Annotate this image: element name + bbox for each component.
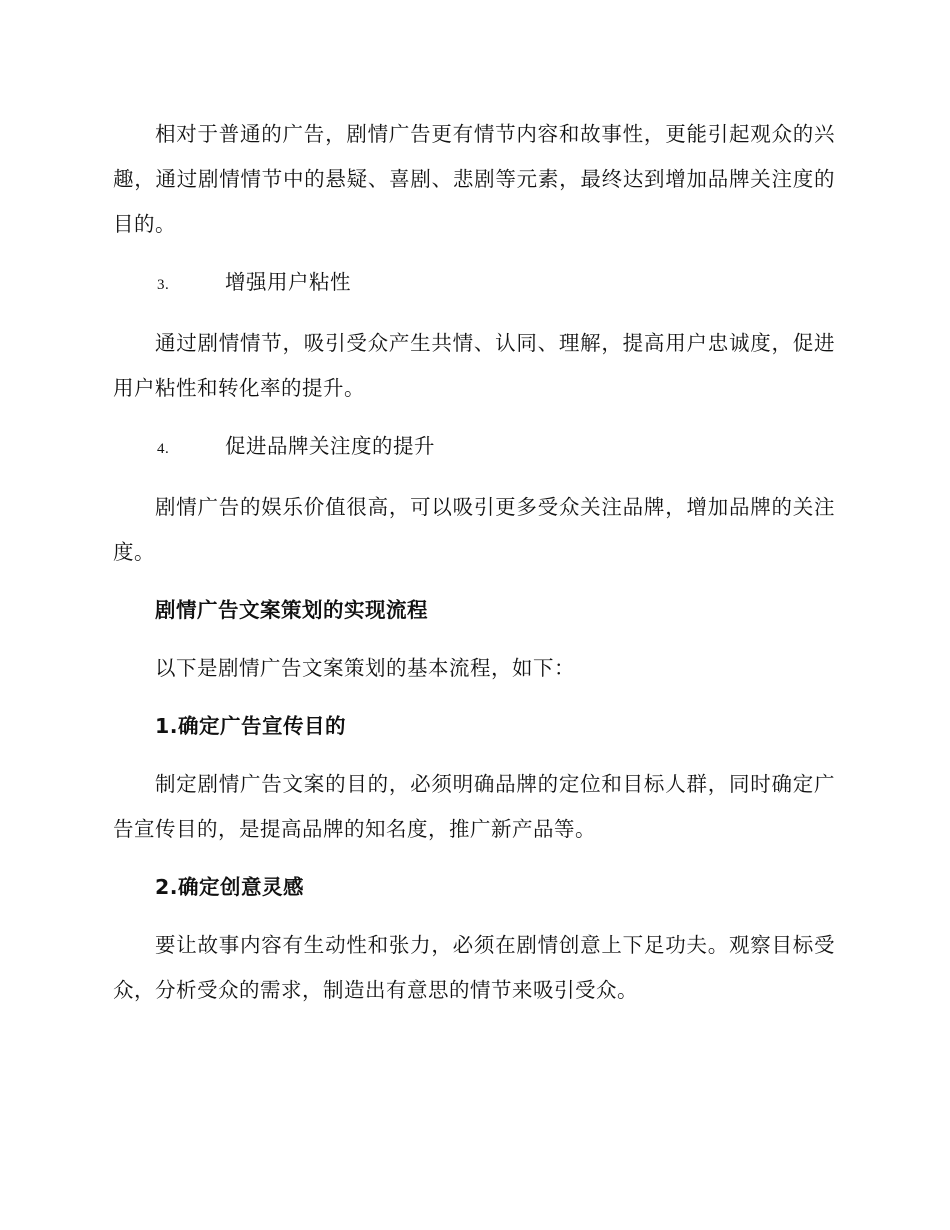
- document-body: [113, 112, 835, 1013]
- list-number: 4.: [157, 441, 170, 457]
- paragraph: 通过剧情情节，吸引受众产生共情、认同、理解，提高用户忠诚度，促进用户粘性和转化率的提升。: [113, 331, 835, 400]
- subsection-heading: 1.确定广告宣传目的: [155, 714, 347, 738]
- paragraph: 相对于普通的广告，剧情广告更有情节内容和故事性，更能引起观众的兴趣，通过剧情情节中的悬疑、喜剧、悲剧等元素，最终达到增加品牌关注度的目的。: [113, 122, 835, 236]
- list-item-label: 促进品牌关注度的提升: [225, 434, 435, 458]
- subsection-heading: 2.确定创意灵感: [155, 875, 305, 899]
- list-item-3: [113, 260, 835, 308]
- paragraph: 以下是剧情广告文案策划的基本流程，如下：: [155, 656, 575, 680]
- list-item-label: 增强用户粘性: [225, 270, 351, 294]
- paragraph: 要让故事内容有生动性和张力，必须在剧情创意上下足功夫。观察目标受众，分析受众的需求，制造出有意思的情节来吸引受众。: [113, 933, 835, 1002]
- section-heading: 剧情广告文案策划的实现流程: [155, 598, 428, 622]
- list-number: 3.: [157, 277, 170, 293]
- paragraph: 剧情广告的娱乐价值很高，可以吸引更多受众关注品牌，增加品牌的关注度。: [113, 495, 835, 564]
- paragraph: 制定剧情广告文案的目的，必须明确品牌的定位和目标人群，同时确定广告宣传目的，是提高品牌的知名度，推广新产品等。: [113, 772, 835, 841]
- list-item-4: [113, 424, 835, 472]
